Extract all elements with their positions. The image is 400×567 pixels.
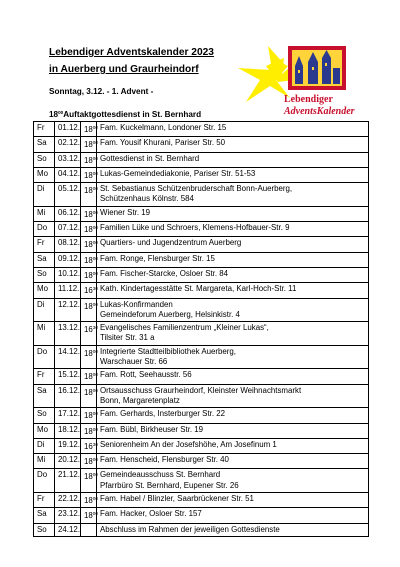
- table-row: [34, 298, 369, 322]
- time-cell: [81, 298, 97, 322]
- logo-text-line-2: AdventsKalender: [284, 106, 355, 117]
- weekday-cell: Di: [34, 438, 55, 453]
- event-description-line: Fam. Habel / Blinzler, Saarbrückener Str. 51: [100, 494, 254, 504]
- time-minutes: 00: [92, 155, 98, 161]
- date-cell: 19.12.: [55, 438, 81, 453]
- time-hour: 18: [84, 140, 93, 150]
- time-minutes: 00: [92, 472, 98, 478]
- event-description-line: St. Sebastianus Schützenbruderschaft Bonn-Auerberg,: [100, 184, 293, 194]
- time-hour: 18: [84, 186, 93, 196]
- event-description-line: Fam. Yousif Khurani, Pariser Str. 50: [100, 138, 225, 148]
- event-description-cell: [97, 252, 369, 267]
- date-cell: 11.12.: [55, 283, 81, 298]
- time-minutes: 00: [92, 270, 98, 276]
- table-row: [34, 508, 369, 523]
- time-minutes: 00: [92, 496, 98, 502]
- event-description-cell: [97, 122, 369, 137]
- time-cell: [81, 137, 97, 152]
- time-hour: 16: [84, 286, 93, 296]
- table-row: [34, 222, 369, 237]
- table-row: [34, 252, 369, 267]
- weekday-cell: Sa: [34, 508, 55, 523]
- event-description-cell: [97, 167, 369, 182]
- time-minutes: 30: [92, 325, 98, 331]
- date-cell: 22.12.: [55, 493, 81, 508]
- time-cell: [81, 508, 97, 523]
- table-row: [34, 183, 369, 207]
- time-cell: [81, 206, 97, 221]
- time-cell: [81, 252, 97, 267]
- date-cell: 20.12.: [55, 454, 81, 469]
- time-hour: 18: [84, 387, 93, 397]
- date-cell: 04.12.: [55, 167, 81, 182]
- time-hour: 18: [84, 125, 93, 134]
- event-description-line: Fam. Hacker, Osloer Str. 157: [100, 509, 202, 519]
- table-row: [34, 438, 369, 453]
- time-hour: 18: [84, 155, 93, 165]
- date-cell: 14.12.: [55, 345, 81, 369]
- time-minutes: 00: [92, 225, 98, 231]
- time-minutes: 00: [92, 255, 98, 261]
- table-row: [34, 237, 369, 252]
- time-hour: 18: [84, 301, 93, 311]
- time-hour: 18: [84, 170, 93, 180]
- time-minutes: 00: [92, 457, 98, 463]
- table-row: [34, 369, 369, 384]
- event-description-line: Gemeindeausschuss St. Bernhard: [100, 470, 221, 480]
- time-cell: [81, 152, 97, 167]
- time-cell: [81, 345, 97, 369]
- event-description-cell: [97, 152, 369, 167]
- weekday-cell: Fr: [34, 493, 55, 508]
- date-cell: 17.12.: [55, 408, 81, 423]
- event-table: [33, 121, 369, 537]
- time-cell: [81, 167, 97, 182]
- event-table-body: [34, 122, 369, 537]
- weekday-cell: So: [34, 152, 55, 167]
- date-cell: 12.12.: [55, 298, 81, 322]
- event-description-line: Lukas-Konfirmanden: [100, 299, 173, 309]
- date-cell: 02.12.: [55, 137, 81, 152]
- event-description-cell: [97, 183, 369, 207]
- time-hour: 18: [84, 225, 93, 235]
- time-hour: 18: [84, 255, 93, 265]
- time-hour: 18: [84, 511, 93, 521]
- title-line-1: Lebendiger Adventskalender 2023: [49, 47, 214, 58]
- event-description-line: Abschluss im Rahmen der jeweiligen Gottesdienste: [100, 524, 280, 534]
- time-cell: [81, 283, 97, 298]
- event-description-line: Gemeindeforum Auerberg, Helsinkistr. 4: [100, 309, 240, 319]
- time-minutes: 00: [92, 387, 98, 393]
- table-row: [34, 167, 369, 182]
- subtitle-line-1: Sonntag, 3.12. - 1. Advent -: [49, 87, 154, 96]
- table-row: [34, 493, 369, 508]
- time-minutes: 00: [92, 348, 98, 354]
- event-description-line: Pfarrbüro St. Bernhard, Eupener Str. 26: [100, 480, 239, 490]
- time-minutes: 00: [92, 125, 98, 130]
- event-description-cell: [97, 369, 369, 384]
- event-description-line: Warschauer Str. 66: [100, 357, 168, 367]
- event-description-cell: [97, 423, 369, 438]
- date-cell: 13.12.: [55, 322, 81, 346]
- event-description-cell: [97, 438, 369, 453]
- event-description-line: Fam. Gerhards, Insterburger Str. 22: [100, 409, 225, 419]
- time-hour: 18: [84, 496, 93, 506]
- time-hour: 18: [84, 240, 93, 250]
- event-description-cell: [97, 206, 369, 221]
- event-description-cell: [97, 454, 369, 469]
- table-row: [34, 408, 369, 423]
- time-cell: [81, 183, 97, 207]
- event-description-cell: [97, 322, 369, 346]
- weekday-cell: Do: [34, 345, 55, 369]
- event-description-line: Ortsausschuss Graurheindorf, Kleinster Weihnachtsmarkt: [100, 385, 302, 395]
- time-hour: 18: [84, 270, 93, 280]
- event-description-cell: [97, 137, 369, 152]
- time-hour: 18: [84, 457, 93, 467]
- event-description-line: Quartiers- und Jugendzentrum Auerberg: [100, 238, 242, 248]
- time-hour: 18: [84, 209, 93, 219]
- time-minutes: 30: [92, 286, 98, 292]
- time-cell: [81, 384, 97, 408]
- time-cell: [81, 493, 97, 508]
- event-description-cell: [97, 523, 369, 536]
- time-hour: 18: [84, 426, 93, 436]
- table-row: [34, 283, 369, 298]
- table-row: [34, 267, 369, 282]
- weekday-cell: Fr: [34, 369, 55, 384]
- weekday-cell: So: [34, 267, 55, 282]
- logo-text-line-1: Lebendiger: [284, 94, 333, 105]
- time-cell: [81, 369, 97, 384]
- weekday-cell: Mo: [34, 423, 55, 438]
- time-cell: [81, 222, 97, 237]
- event-description-line: Bonn, Margaretenplatz: [100, 395, 180, 405]
- weekday-cell: Sa: [34, 252, 55, 267]
- time-cell: [81, 122, 97, 137]
- date-cell: 01.12.: [55, 122, 81, 137]
- event-description-cell: [97, 384, 369, 408]
- table-row: [34, 137, 369, 152]
- date-cell: 06.12.: [55, 206, 81, 221]
- date-cell: 09.12.: [55, 252, 81, 267]
- event-description-line: Fam. Kuckelmann, Londoner Str. 15: [100, 123, 227, 132]
- time-minutes: 00: [92, 411, 98, 417]
- event-description-cell: [97, 508, 369, 523]
- weekday-cell: Di: [34, 183, 55, 207]
- time-hour: 16: [84, 325, 93, 335]
- event-description-line: Kath. Kindertagesstätte St. Margareta, Karl-Hoch-Str. 11: [100, 284, 297, 294]
- weekday-cell: Do: [34, 469, 55, 493]
- event-description-line: Familien Lüke und Schroers, Klemens-Hofbauer-Str. 9: [100, 223, 290, 233]
- event-description-line: Lukas-Gemeindediakonie, Pariser Str. 51-53: [100, 168, 256, 178]
- weekday-cell: Mo: [34, 167, 55, 182]
- weekday-cell: So: [34, 523, 55, 536]
- event-description-line: Fam. Bübl, Birkheuser Str. 19: [100, 424, 204, 434]
- weekday-cell: Di: [34, 298, 55, 322]
- time-minutes: 00: [92, 209, 98, 215]
- time-minutes: 00: [92, 240, 98, 246]
- event-description-cell: [97, 298, 369, 322]
- time-hour: 18: [84, 372, 93, 382]
- time-cell: [81, 469, 97, 493]
- time-hour: 18: [84, 348, 93, 358]
- event-description-line: Fam. Henscheid, Flensburger Str. 40: [100, 455, 229, 465]
- subtitle-time-minutes: 00: [58, 110, 64, 115]
- date-cell: 23.12.: [55, 508, 81, 523]
- weekday-cell: Mi: [34, 322, 55, 346]
- date-cell: 16.12.: [55, 384, 81, 408]
- table-row: [34, 523, 369, 536]
- time-minutes: 00: [92, 426, 98, 432]
- event-description-line: Tilsiter Str. 31 a: [100, 333, 155, 343]
- time-hour: 16: [84, 441, 93, 451]
- time-cell: [81, 438, 97, 453]
- event-description-line: Seniorenheim An der Josefshöhe, Am Josefinum 1: [100, 439, 277, 449]
- table-row: [34, 345, 369, 369]
- title-line-2: in Auerberg und Graurheindorf: [49, 64, 199, 75]
- event-description-line: Wiener Str. 19: [100, 207, 150, 217]
- event-description-line: Gottesdienst in St. Bernhard: [100, 153, 200, 163]
- time-minutes: 00: [92, 140, 98, 146]
- event-description-cell: [97, 237, 369, 252]
- church-box-icon: [288, 46, 346, 90]
- date-cell: 08.12.: [55, 237, 81, 252]
- event-description-cell: [97, 493, 369, 508]
- event-description-cell: [97, 469, 369, 493]
- weekday-cell: Sa: [34, 137, 55, 152]
- weekday-cell: Mi: [34, 454, 55, 469]
- time-minutes: 00: [92, 372, 98, 378]
- weekday-cell: Sa: [34, 384, 55, 408]
- time-cell: [81, 454, 97, 469]
- time-minutes: 30: [92, 441, 98, 447]
- table-row: [34, 423, 369, 438]
- time-hour: 18: [84, 472, 93, 482]
- date-cell: 03.12.: [55, 152, 81, 167]
- subtitle-event-text: Auftaktgottesdienst in St. Bernhard: [63, 110, 202, 119]
- date-cell: 07.12.: [55, 222, 81, 237]
- event-description-line: Fam. Ronge, Flensburger Str. 15: [100, 253, 215, 263]
- time-hour: 18: [84, 411, 93, 421]
- table-row: [34, 206, 369, 221]
- table-row: [34, 122, 369, 137]
- weekday-cell: Do: [34, 222, 55, 237]
- event-description-line: Fam. Rott, Seehausstr. 56: [100, 370, 192, 380]
- event-description-cell: [97, 408, 369, 423]
- event-description-line: Evangelisches Familienzentrum „Kleiner Lukas“,: [100, 323, 269, 333]
- time-cell: [81, 322, 97, 346]
- event-description-line: Integrierte Stadtteilbibliothek Auerberg,: [100, 346, 236, 356]
- weekday-cell: Fr: [34, 237, 55, 252]
- date-cell: 15.12.: [55, 369, 81, 384]
- table-row: [34, 322, 369, 346]
- time-cell: [81, 237, 97, 252]
- time-minutes: 00: [92, 511, 98, 517]
- time-cell: [81, 523, 97, 536]
- event-description-cell: [97, 222, 369, 237]
- event-description-cell: [97, 345, 369, 369]
- time-minutes: 00: [92, 170, 98, 176]
- weekday-cell: Mi: [34, 206, 55, 221]
- date-cell: 18.12.: [55, 423, 81, 438]
- table-row: [34, 469, 369, 493]
- event-description-line: Schützenhaus Kölnstr. 584: [100, 194, 194, 204]
- table-row: [34, 152, 369, 167]
- weekday-cell: So: [34, 408, 55, 423]
- event-description-line: Fam. Fischer-Starcke, Osloer Str. 84: [100, 268, 229, 278]
- date-cell: 24.12.: [55, 523, 81, 536]
- date-cell: 10.12.: [55, 267, 81, 282]
- time-cell: [81, 408, 97, 423]
- weekday-cell: Mo: [34, 283, 55, 298]
- table-row: [34, 454, 369, 469]
- adventskalender-logo: [238, 40, 366, 126]
- time-minutes: 00: [92, 186, 98, 192]
- time-cell: [81, 423, 97, 438]
- date-cell: 21.12.: [55, 469, 81, 493]
- event-description-cell: [97, 283, 369, 298]
- time-minutes: 00: [92, 301, 98, 307]
- subtitle-time-hour: 18: [49, 110, 59, 119]
- weekday-cell: Fr: [34, 122, 55, 137]
- date-cell: 05.12.: [55, 183, 81, 207]
- event-description-cell: [97, 267, 369, 282]
- time-cell: [81, 267, 97, 282]
- table-row: [34, 384, 369, 408]
